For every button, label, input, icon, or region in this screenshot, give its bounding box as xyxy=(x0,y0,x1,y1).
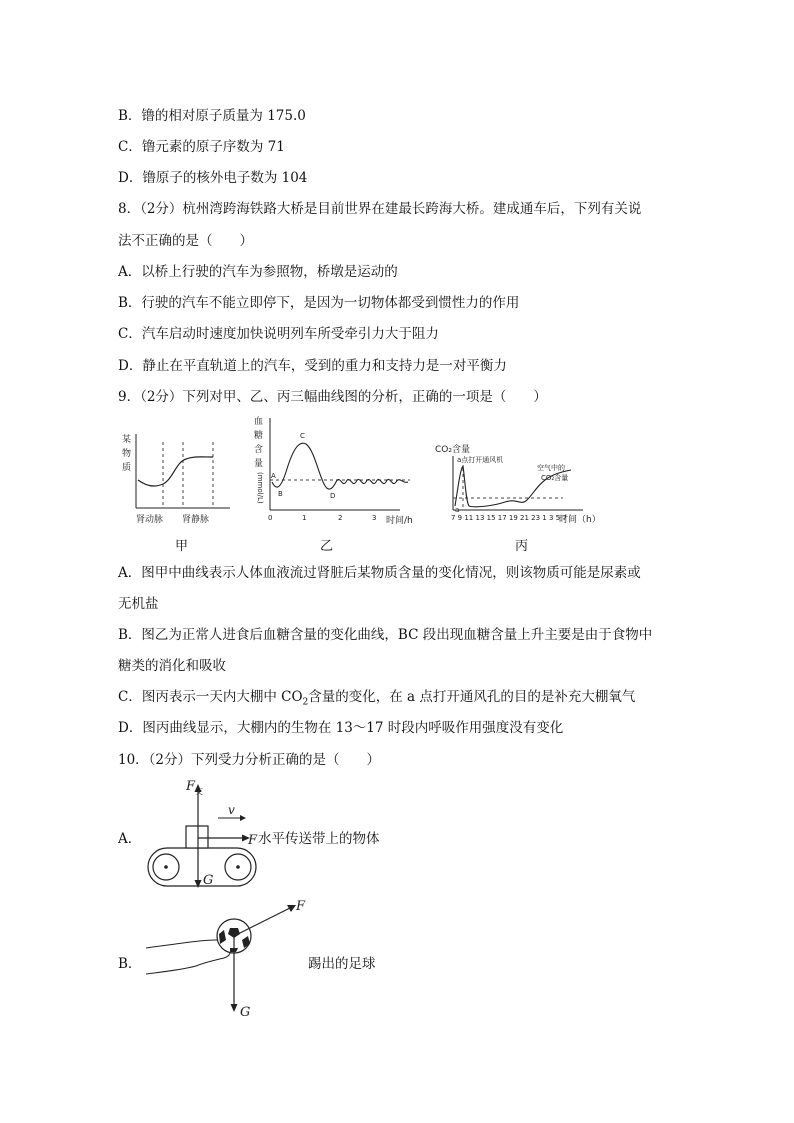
yi-ylabel-1: 血 xyxy=(254,417,264,427)
jia-curve xyxy=(138,457,213,486)
label-g: G xyxy=(203,873,214,888)
arrow-g-head xyxy=(195,880,202,888)
q8-option-c: C．汽车启动时速度加快说明列车所受牵引力大于阻力 xyxy=(118,326,439,342)
bing-annot-a: a点打开通风机 xyxy=(457,456,504,464)
label-f: F xyxy=(248,833,258,848)
yi-curve xyxy=(272,443,408,489)
figure-yi xyxy=(250,410,422,530)
figure-jia xyxy=(118,412,234,532)
arrow-g-ball-head xyxy=(231,1004,238,1012)
yi-point-b: B xyxy=(278,490,283,498)
yi-point-c: C xyxy=(300,432,305,440)
yi-xlabel: 时间/h xyxy=(386,516,413,526)
label-f-support: F xyxy=(186,779,196,794)
yi-tick-2: 2 xyxy=(338,514,343,522)
leg-outline xyxy=(146,940,230,974)
q8-option-b: B．行驶的汽车不能立即停下，是因为一切物体都受到惯性力的作用 xyxy=(118,295,520,311)
q8-option-d: D．静止在平直轨道上的汽车，受到的重力和支持力是一对平衡力 xyxy=(118,358,507,374)
jia-caption: 甲 xyxy=(175,539,189,554)
q7-option-c: C．镥元素的原子序数为 71 xyxy=(118,139,285,155)
label-f-support-sub: 支 xyxy=(195,787,203,796)
q10-figure-a xyxy=(140,776,264,894)
q9-option-b-line1: B．图乙为正常人进食后血糖含量的变化曲线，BC 段出现血糖含量上升主要是由于食物中 xyxy=(118,627,653,643)
yi-point-d: D xyxy=(330,492,336,500)
q9-option-c-pre: C．图丙表示一天内大棚中 CO xyxy=(118,689,303,705)
label-g-ball: G xyxy=(240,1005,251,1020)
jia-ylabel-1: 某 xyxy=(122,435,132,445)
yi-tick-0: 0 xyxy=(268,514,273,522)
q10-option-b-caption: 踢出的足球 xyxy=(308,956,376,972)
yi-ylabel-4: 量 xyxy=(254,459,264,469)
q9-option-a-line1: A．图甲中曲线表示人体血液流过肾脏后某物质含量的变化情况，则该物质可能是尿素或 xyxy=(118,565,641,581)
q10-figure-b xyxy=(146,896,316,1022)
q8-stem-line2: 法不正确的是（ ） xyxy=(118,233,253,249)
bing-point-a: a xyxy=(455,506,460,514)
jia-ylabel-3: 质 xyxy=(122,463,132,473)
q7-option-b: B．镥的相对原子质量为 175.0 xyxy=(118,108,306,124)
jia-label-right: 肾静脉 xyxy=(182,515,210,525)
arrow-v-head xyxy=(240,815,246,821)
bing-curve xyxy=(455,466,571,507)
yi-tick-1: 1 xyxy=(302,514,307,522)
bing-ylabel: CO₂含量 xyxy=(435,445,470,455)
q9-option-b-line2: 糖类的消化和吸收 xyxy=(118,658,226,674)
label-v: v xyxy=(228,803,235,817)
figure-bing xyxy=(433,440,613,532)
bing-ticks: 7 9 11 13 15 17 19 21 23 1 3 5 7 xyxy=(451,514,567,522)
bing-annot-air2: CO₂含量 xyxy=(541,474,569,482)
label-f-kick: F xyxy=(296,899,306,914)
yi-tick-3: 3 xyxy=(372,514,377,522)
roller-left-center xyxy=(164,865,168,869)
yi-yunit: (mmol/L) xyxy=(256,472,264,504)
block xyxy=(186,826,208,848)
q10-option-a-letter: A． xyxy=(118,831,142,847)
jia-ylabel-2: 物 xyxy=(122,449,132,459)
bing-caption: 丙 xyxy=(515,539,529,554)
q10-option-a-caption: 水平传送带上的物体 xyxy=(258,831,380,847)
yi-point-a: A xyxy=(271,472,276,480)
yi-caption: 乙 xyxy=(320,539,334,554)
jia-label-left: 肾动脉 xyxy=(136,515,164,525)
q9-stem: 9．（2分）下列对甲、乙、丙三幅曲线图的分析，正确的一项是（ ） xyxy=(118,389,547,405)
bing-xlabel: 时间（h） xyxy=(559,515,601,525)
q9-option-a-line2: 无机盐 xyxy=(118,596,159,612)
q9-option-c-sub: 2 xyxy=(302,697,309,708)
q9-option-d: D．图丙曲线显示，大棚内的生物在 13～17 时段内呼吸作用强度没有变化 xyxy=(118,720,564,736)
q10-option-b-letter: B． xyxy=(118,956,142,972)
yi-ylabel-3: 含 xyxy=(254,445,264,455)
q8-stem-line1: 8．（2分）杭州湾跨海铁路大桥是目前世界在建最长跨海大桥。建成通车后，下列有关说 xyxy=(118,201,642,217)
q9-option-c-post: 含量的变化，在 a 点打开通风孔的目的是补充大棚氧气 xyxy=(308,689,636,705)
yi-ylabel-2: 糖 xyxy=(254,431,264,441)
q8-option-a: A．以桥上行驶的汽车为参照物，桥墩是运动的 xyxy=(118,264,398,280)
q10-stem: 10．（2分）下列受力分析正确的是（ ） xyxy=(118,752,381,768)
q9-option-c xyxy=(118,685,635,708)
roller-right-center xyxy=(236,865,240,869)
bing-annot-air1: 空气中的 xyxy=(537,464,565,472)
q7-option-d: D．镥原子的核外电子数为 104 xyxy=(118,170,308,186)
